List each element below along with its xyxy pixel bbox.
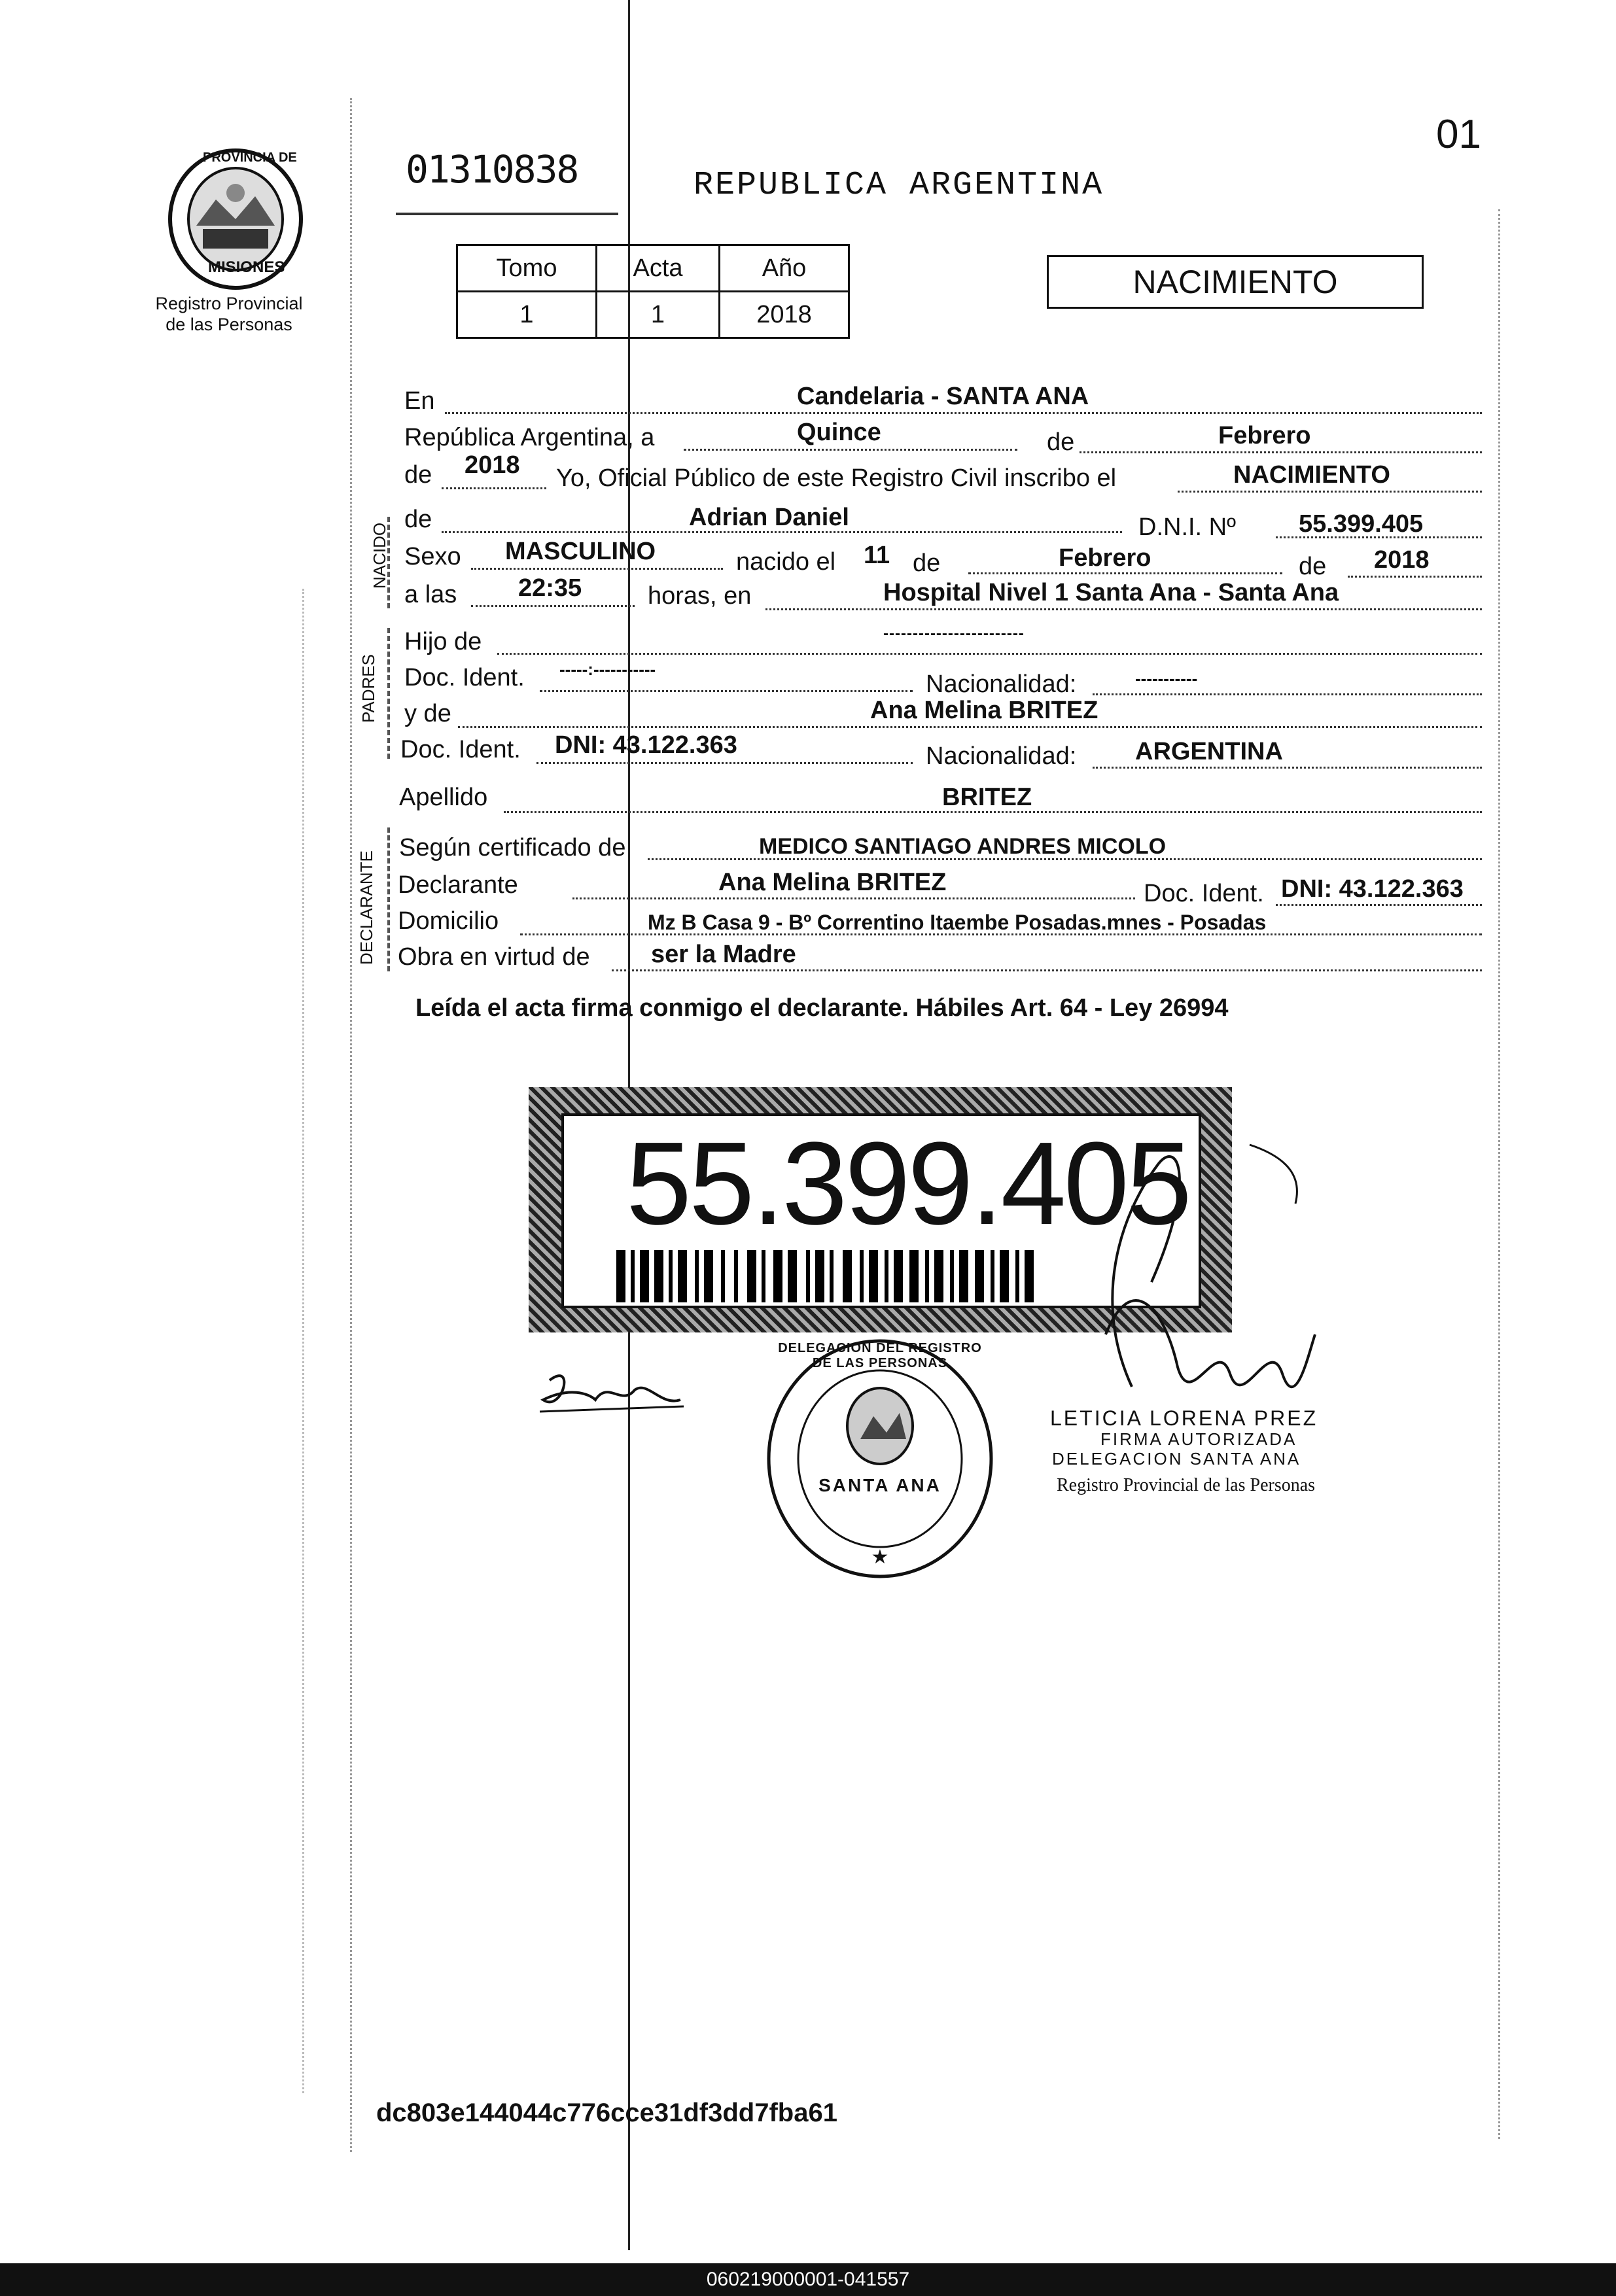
logo-seal-text-top: PROVINCIA DE	[203, 150, 297, 165]
value-mother: Ana Melina BRITEZ	[870, 697, 1098, 724]
closing-text: Leída el acta firma conmigo el declarante. Hábiles Art. 64 - Ley 26994	[415, 994, 1229, 1022]
bracket-padres	[387, 628, 393, 759]
label-de-name: de	[404, 506, 432, 533]
page-number: 01	[1436, 112, 1481, 157]
value-month: Febrero	[1218, 422, 1311, 449]
left-margin-dots	[350, 98, 354, 2152]
label-a-las: a las	[404, 581, 457, 608]
value-day-words: Quince	[797, 419, 881, 446]
seal-center-text: SANTA ANA	[818, 1475, 941, 1495]
value-birth-time: 22:35	[518, 574, 582, 602]
value-father-nationality: -----------	[1135, 669, 1198, 688]
table-value-tomo: 1	[457, 292, 597, 338]
label-doc-ident: Doc. Ident.	[404, 664, 525, 691]
label-domicilio: Domicilio	[398, 907, 499, 935]
value-sex: MASCULINO	[505, 538, 656, 565]
serial-number: 01310838	[406, 147, 578, 192]
dots-row8a	[540, 690, 913, 692]
value-address: Mz B Casa 9 - Bº Correntino Itaembe Posadas.mnes - Posadas	[648, 911, 1267, 934]
dots-row10b	[1093, 767, 1482, 769]
signer-name: LETICIA LORENA PREZ	[1050, 1406, 1318, 1430]
document-hash: dc803e144044c776cce31df3dd7fba61	[376, 2098, 837, 2127]
label-en: En	[404, 387, 435, 415]
signer-role: FIRMA AUTORIZADA	[1100, 1429, 1297, 1449]
bracket-nacido	[387, 517, 393, 608]
value-birth-day: 11	[864, 542, 890, 569]
label-segun: Según certificado de	[399, 834, 626, 861]
section-label-nacido: NACIDO	[370, 522, 389, 589]
value-certificate-by: MEDICO SANTIAGO ANDRES MICOLO	[759, 834, 1167, 859]
dots-row3b	[1178, 491, 1482, 493]
value-birth-month: Febrero	[1059, 544, 1151, 572]
value-name: Adrian Daniel	[689, 504, 849, 531]
section-label-padres: PADRES	[359, 654, 378, 723]
signer-office: DELEGACION SANTA ANA	[1052, 1449, 1301, 1469]
bracket-declarante	[387, 827, 393, 971]
svg-text:★: ★	[871, 1546, 889, 1569]
dots-row15	[612, 969, 1482, 971]
value-place: Candelaria - SANTA ANA	[797, 383, 1089, 410]
dots-row2a	[684, 449, 1017, 451]
barcode-bars	[616, 1250, 1035, 1302]
logo-seal-text-bottom: MISIONES	[208, 258, 285, 276]
dots-row10a	[536, 762, 913, 764]
record-type: NACIMIENTO	[1133, 264, 1338, 300]
logo-caption-line2: de las Personas	[166, 315, 292, 334]
dots-row3a	[442, 487, 546, 489]
label-sexo: Sexo	[404, 543, 461, 570]
dots-row5a	[471, 568, 723, 570]
label-de3: de	[1299, 553, 1327, 580]
signer-registry: Registro Provincial de las Personas	[1057, 1475, 1316, 1495]
value-birth-place: Hospital Nivel 1 Santa Ana - Santa Ana	[883, 579, 1339, 606]
value-surname: BRITEZ	[942, 784, 1032, 811]
label-doc-ident-mother: Doc. Ident.	[400, 736, 521, 763]
seal-ring-text: DELEGACION DEL REGISTRO DE LAS PERSONAS	[778, 1341, 982, 1370]
record-type-box	[1047, 255, 1424, 309]
label-dni: D.N.I. Nº	[1138, 513, 1236, 541]
dots-row13a	[572, 897, 1135, 899]
label-horas-en: horas, en	[648, 582, 752, 610]
dots-row5c	[1348, 576, 1482, 578]
logo-caption	[131, 293, 327, 335]
value-father: ------------------------	[883, 625, 1025, 642]
table-value-acta: 1	[597, 292, 720, 338]
table-header-acta: Acta	[597, 245, 720, 292]
label-doc-ident-declarant: Doc. Ident.	[1144, 880, 1264, 907]
label-apellido: Apellido	[399, 784, 488, 811]
value-birth-year: 2018	[1374, 546, 1430, 574]
label-republica: República Argentina, a	[404, 424, 655, 451]
value-act-type: NACIMIENTO	[1233, 461, 1390, 489]
dots-row7	[497, 653, 1482, 655]
right-margin-dots	[1498, 209, 1502, 2139]
label-oficial: Yo, Oficial Público de este Registro Civil inscribo el	[556, 464, 1117, 492]
signature-official	[1080, 1138, 1341, 1452]
registry-table	[456, 244, 850, 339]
value-mother-nationality: ARGENTINA	[1135, 738, 1283, 765]
label-nacionalidad: Nacionalidad:	[926, 670, 1077, 698]
label-declarante: Declarante	[398, 871, 518, 899]
dots-row5b	[968, 572, 1282, 574]
value-mother-doc: DNI: 43.122.363	[555, 731, 737, 759]
dots-row2b	[1080, 451, 1482, 453]
label-nacionalidad-mother: Nacionalidad:	[926, 742, 1077, 770]
delegation-seal	[762, 1334, 998, 1583]
label-obra: Obra en virtud de	[398, 943, 590, 971]
value-capacity: ser la Madre	[651, 941, 796, 968]
dots-row6b	[765, 608, 1482, 610]
label-hijo-de: Hijo de	[404, 628, 482, 655]
serial-underline	[396, 213, 618, 215]
left-margin-dots-2	[302, 589, 306, 2093]
dots-row13b	[1276, 904, 1482, 906]
dots-row1	[445, 412, 1482, 414]
value-father-doc: -----:-----------	[559, 659, 656, 679]
value-year: 2018	[465, 451, 520, 479]
page-title: REPUBLICA ARGENTINA	[694, 167, 1104, 204]
signature-declarant	[536, 1361, 687, 1419]
barcode-number: 55.399.405	[626, 1118, 1189, 1249]
label-y-de: y de	[404, 700, 451, 727]
table-value-ano: 2018	[720, 292, 849, 338]
logo-caption-line1: Registro Provincial	[155, 294, 303, 313]
footer-code: 060219000001-041557	[0, 2263, 1616, 2296]
label-de-month: de	[1047, 428, 1075, 456]
value-declarant-doc: DNI: 43.122.363	[1281, 875, 1464, 903]
table-header-ano: Año	[720, 245, 849, 292]
label-de-year: de	[404, 461, 432, 489]
label-nacido-el: nacido el	[736, 548, 836, 576]
section-label-declarante: DECLARANTE	[357, 850, 376, 965]
label-de2: de	[913, 549, 941, 577]
dots-row8b	[1093, 693, 1482, 695]
value-declarant: Ana Melina BRITEZ	[718, 869, 947, 896]
dots-row6a	[471, 605, 635, 607]
dots-row9	[458, 726, 1482, 728]
table-header-tomo: Tomo	[457, 245, 597, 292]
value-dni: 55.399.405	[1299, 510, 1424, 538]
